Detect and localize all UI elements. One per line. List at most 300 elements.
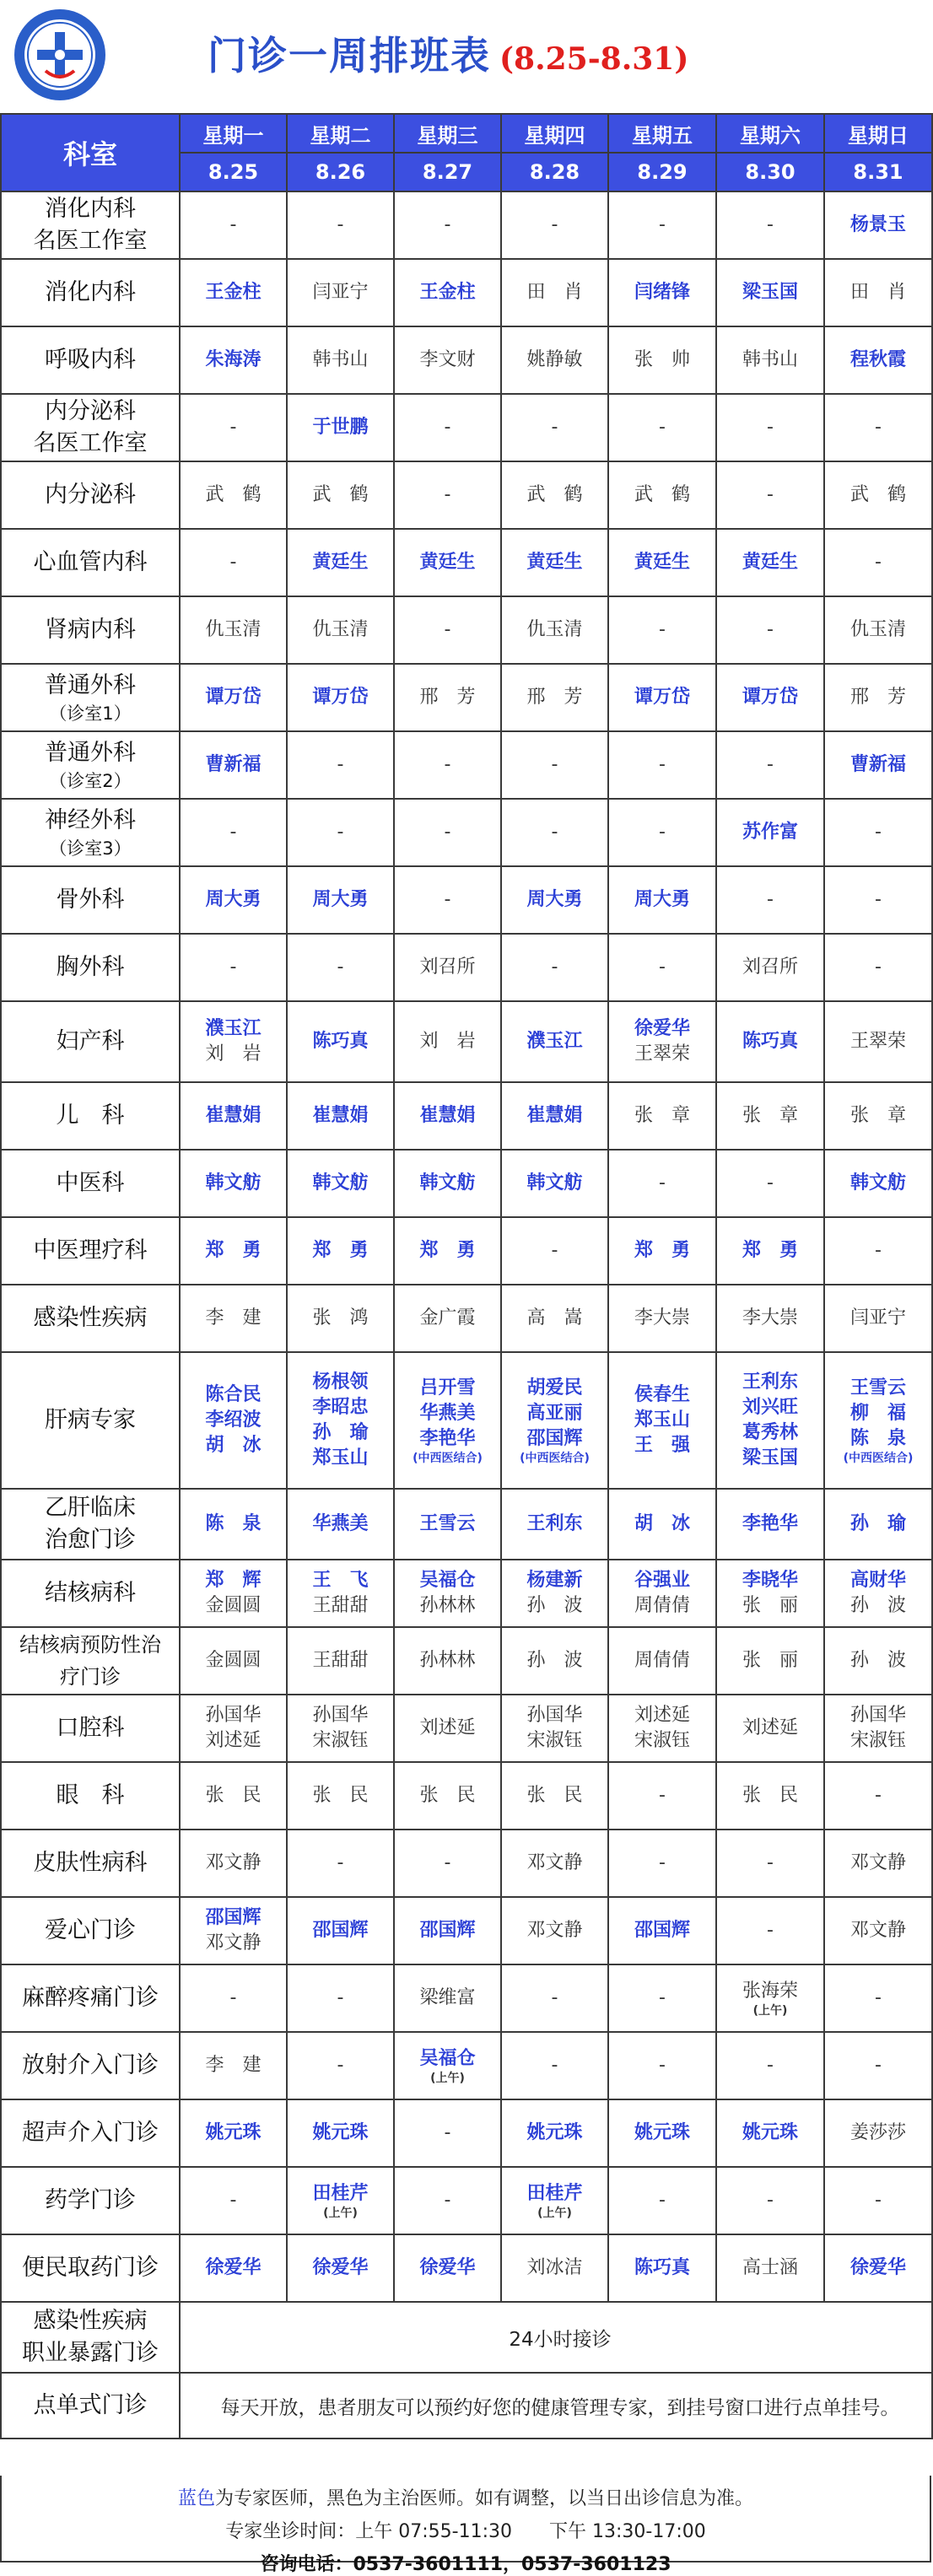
- doctor-cell: [394, 1352, 501, 1489]
- expert-doctor: 高财华: [849, 1570, 906, 1591]
- attending-doctor: 张海荣: [742, 1981, 798, 2002]
- no-clinic-dash: -: [767, 1172, 774, 1194]
- doctor-cell: [608, 1150, 716, 1217]
- no-clinic-dash: -: [337, 754, 344, 775]
- attending-doctor: 孙 波: [849, 1650, 906, 1671]
- department-name-line: 内分泌科: [45, 398, 136, 424]
- expert-doctor: 徐爱华: [419, 2257, 476, 2278]
- doctor-cell: [287, 326, 394, 394]
- department-name-line: 妇产科: [56, 1028, 125, 1054]
- no-clinic-dash: -: [659, 2190, 666, 2211]
- schedule-row: [1, 731, 932, 799]
- doctor-cell: [716, 1830, 824, 1897]
- no-clinic-dash: -: [659, 1852, 666, 1873]
- department-name-line: 普通外科: [45, 740, 136, 766]
- doctor-cell: [501, 596, 608, 664]
- expert-doctor: 崔慧娟: [419, 1105, 476, 1126]
- department-name-line: 口腔科: [56, 1715, 125, 1741]
- expert-doctor: 杨根领: [312, 1372, 369, 1393]
- no-clinic-dash: -: [659, 754, 666, 775]
- doctor-cell: [716, 1695, 824, 1762]
- doctor-cell: [180, 2099, 287, 2167]
- department-name: [1, 1285, 180, 1352]
- attending-doctor: 孙 波: [849, 1595, 906, 1616]
- doctor-cell: [824, 1964, 932, 2032]
- attending-doctor: 张 丽: [742, 1595, 798, 1616]
- expert-doctor: 谭万岱: [634, 687, 690, 708]
- doctor-cell: [501, 2167, 608, 2234]
- schedule-row: [1, 1897, 932, 1964]
- no-clinic-dash: -: [659, 822, 666, 843]
- department-name-line: 胸外科: [56, 954, 125, 980]
- expert-doctor: 崔慧娟: [526, 1105, 583, 1126]
- no-clinic-dash: -: [229, 1987, 237, 2008]
- doctor-cell: [180, 1217, 287, 1285]
- doctor-cell: [824, 529, 932, 596]
- attending-doctor: 宋淑钰: [312, 1730, 369, 1751]
- expert-doctor: 胡爱民: [526, 1377, 583, 1398]
- doctor-cell: [608, 2099, 716, 2167]
- no-clinic-dash: -: [875, 822, 882, 843]
- no-clinic-dash: -: [767, 889, 774, 910]
- no-clinic-dash: -: [875, 1785, 882, 1806]
- attending-doctor: 仇玉清: [526, 619, 583, 640]
- doctor-cell: [501, 1001, 608, 1082]
- attending-doctor: 孙国华: [205, 1705, 262, 1726]
- doctor-cell: [824, 664, 932, 731]
- date-header: 8.26: [287, 153, 394, 191]
- weekday-header: 星期二: [287, 114, 394, 153]
- schedule-row: [1, 1082, 932, 1150]
- expert-doctor: 田桂芹: [526, 2183, 583, 2204]
- weekday-header: 星期三: [394, 114, 501, 153]
- department-name-line: 名医工作室: [33, 430, 148, 456]
- expert-doctor: 李昭忠: [312, 1397, 369, 1418]
- hospital-logo-icon: [12, 7, 108, 103]
- expert-doctor: 邵国辉: [312, 1920, 369, 1941]
- doctor-cell: [824, 1001, 932, 1082]
- no-clinic-dash: -: [659, 619, 666, 640]
- date-header: 8.31: [824, 153, 932, 191]
- doctor-cell: [608, 259, 716, 326]
- doctor-cell: [287, 1627, 394, 1695]
- attending-doctor: 武 鹤: [634, 484, 690, 505]
- doctor-cell: [608, 2234, 716, 2302]
- department-name-line: 骨外科: [56, 887, 125, 913]
- doctor-cell: [180, 259, 287, 326]
- attending-doctor: 宋淑钰: [526, 1730, 583, 1751]
- doctor-cell: [394, 934, 501, 1001]
- no-clinic-dash: -: [551, 417, 558, 438]
- department-name: [1, 799, 180, 866]
- doctor-cell: [608, 529, 716, 596]
- department-name-line: 名医工作室: [33, 228, 148, 254]
- doctor-cell: [824, 1285, 932, 1352]
- doctor-cell: [501, 1560, 608, 1627]
- expert-doctor: 黄廷生: [419, 552, 476, 573]
- doctor-cell: [180, 1964, 287, 2032]
- doctor-cell: [608, 1560, 716, 1627]
- doctor-cell: [287, 259, 394, 326]
- doctor-cell: [394, 731, 501, 799]
- expert-doctor: 谭万岱: [312, 687, 369, 708]
- doctor-cell: [501, 326, 608, 394]
- expert-doctor: 王雪云: [849, 1377, 906, 1398]
- attending-doctor: 张 民: [526, 1785, 583, 1806]
- doctor-cell: [608, 1762, 716, 1830]
- attending-doctor: 武 鹤: [205, 484, 262, 505]
- no-clinic-dash: -: [229, 214, 237, 235]
- expert-doctor: 姚元珠: [312, 2122, 369, 2143]
- doctor-cell: [180, 1150, 287, 1217]
- wide-row-text: 每天开放，患者朋友可以预约好您的健康管理专家，到挂号窗口进行点单挂号。: [180, 2373, 932, 2439]
- doctor-cell: [501, 664, 608, 731]
- attending-doctor: 武 鹤: [849, 484, 906, 505]
- doctor-cell: [716, 1285, 824, 1352]
- attending-doctor: 李 建: [205, 2055, 262, 2076]
- schedule-row: [1, 1217, 932, 1285]
- doctor-cell: [394, 1489, 501, 1560]
- no-clinic-dash: -: [551, 1987, 558, 2008]
- doctor-cell: [501, 1082, 608, 1150]
- doctor-cell: [824, 1695, 932, 1762]
- doctor-cell: [824, 934, 932, 1001]
- attending-doctor: 张 鸿: [312, 1307, 369, 1328]
- doctor-cell: [501, 1217, 608, 1285]
- doctor-cell: [716, 1489, 824, 1560]
- department-name-line: 皮肤性病科: [33, 1850, 148, 1876]
- schedule-row: [1, 1762, 932, 1830]
- attending-doctor: 李大崇: [634, 1307, 690, 1328]
- doctor-cell: [716, 259, 824, 326]
- expert-doctor: 周大勇: [634, 889, 690, 910]
- doctor-cell: [394, 2167, 501, 2234]
- doctor-cell: [824, 1627, 932, 1695]
- expert-doctor: 周大勇: [312, 889, 369, 910]
- department-name-line: 感染性疾病: [33, 2308, 148, 2334]
- department-name: [1, 1217, 180, 1285]
- attending-doctor: 李大崇: [742, 1307, 798, 1328]
- schedule-row: [1, 1964, 932, 2032]
- schedule-row: [1, 1001, 932, 1082]
- no-clinic-dash: -: [444, 822, 451, 843]
- expert-doctor: 王金柱: [419, 282, 476, 303]
- doctor-cell: [501, 1627, 608, 1695]
- doctor-cell: [501, 1489, 608, 1560]
- doctor-cell: [287, 1897, 394, 1964]
- doctor-cell: [824, 1082, 932, 1150]
- department-name: [1, 2032, 180, 2099]
- expert-doctor: 陈 泉: [205, 1513, 262, 1534]
- doctor-cell: [501, 529, 608, 596]
- doctor-cell: [716, 1082, 824, 1150]
- department-name-line: 儿 科: [56, 1102, 125, 1129]
- department-name-line: 肾病内科: [45, 617, 136, 643]
- doctor-cell: [716, 2099, 824, 2167]
- department-name-line: 点单式门诊: [33, 2392, 148, 2418]
- doctor-cell: [394, 1627, 501, 1695]
- doctor-cell: [287, 731, 394, 799]
- department-name: [1, 2302, 180, 2373]
- doctor-cell: [394, 2032, 501, 2099]
- expert-doctor: 闫绪锋: [634, 282, 690, 303]
- no-clinic-dash: -: [337, 822, 344, 843]
- expert-doctor: 谭万岱: [742, 687, 798, 708]
- expert-doctor: 徐爱华: [634, 1018, 690, 1039]
- expert-doctor: 周大勇: [526, 889, 583, 910]
- doctor-cell: [287, 394, 394, 461]
- department-name: [1, 1489, 180, 1560]
- no-clinic-dash: -: [659, 2055, 666, 2076]
- attending-doctor: 邓文静: [526, 1920, 583, 1941]
- doctor-cell: [180, 326, 287, 394]
- doctor-cell: [394, 1897, 501, 1964]
- attending-doctor: 王翠荣: [634, 1043, 690, 1064]
- expert-doctor: 韩文舫: [526, 1172, 583, 1194]
- doctor-cell: [716, 866, 824, 934]
- expert-doctor: 孙 瑜: [849, 1513, 906, 1534]
- no-clinic-dash: -: [551, 822, 558, 843]
- doctor-cell: [501, 394, 608, 461]
- department-name-line: 眼 科: [56, 1782, 125, 1808]
- expert-doctor: 李艳华: [742, 1513, 798, 1534]
- expert-doctor: 郑 勇: [312, 1240, 369, 1261]
- no-clinic-dash: -: [551, 957, 558, 978]
- doctor-cell: [394, 2234, 501, 2302]
- doctor-cell: [394, 529, 501, 596]
- session-note: (上午): [752, 2004, 788, 2018]
- schedule-row: [1, 664, 932, 731]
- doctor-cell: [394, 326, 501, 394]
- expert-doctor: 崔慧娟: [312, 1105, 369, 1126]
- schedule-table: [0, 113, 933, 2439]
- doctor-cell: [716, 1762, 824, 1830]
- clinic-hours: 专家坐诊时间：上午 07:55-11:30 下午 13:30-17:00: [225, 2521, 706, 2542]
- schedule-row: [1, 2167, 932, 2234]
- doctor-cell: [716, 2167, 824, 2234]
- department-name-line: 药学门诊: [45, 2187, 136, 2213]
- no-clinic-dash: -: [875, 1240, 882, 1261]
- legend-note: 蓝色为专家医师，黑色为主治医师。如有调整，以当日出诊信息为准。: [177, 2488, 754, 2509]
- expert-doctor: 黄廷生: [526, 552, 583, 573]
- expert-doctor: 陈 泉: [849, 1428, 906, 1449]
- doctor-cell: [287, 1082, 394, 1150]
- doctor-cell: [608, 934, 716, 1001]
- doctor-cell: [608, 326, 716, 394]
- schedule-row: [1, 394, 932, 461]
- doctor-cell: [287, 1217, 394, 1285]
- schedule-row: [1, 596, 932, 664]
- doctor-cell: [501, 1352, 608, 1489]
- doctor-cell: [608, 1001, 716, 1082]
- department-name: [1, 2373, 180, 2439]
- schedule-row: [1, 1560, 932, 1627]
- expert-doctor: 邵国辉: [205, 1907, 262, 1928]
- schedule-row: [1, 1830, 932, 1897]
- doctor-cell: [180, 866, 287, 934]
- attending-doctor: 田 肖: [526, 282, 583, 303]
- department-name-line: 结核病科: [45, 1580, 136, 1606]
- expert-doctor: 韩文舫: [849, 1172, 906, 1194]
- expert-doctor: 梁玉国: [742, 1447, 798, 1469]
- no-clinic-dash: -: [659, 957, 666, 978]
- doctor-cell: [287, 1762, 394, 1830]
- expert-doctor: 邵国辉: [419, 1920, 476, 1941]
- no-clinic-dash: -: [875, 417, 882, 438]
- department-name-line: 肝病专家: [45, 1407, 136, 1433]
- attending-doctor: 仇玉清: [312, 619, 369, 640]
- expert-doctor: 姚元珠: [742, 2122, 798, 2143]
- doctor-cell: [716, 596, 824, 664]
- no-clinic-dash: -: [444, 214, 451, 235]
- no-clinic-dash: -: [551, 2055, 558, 2076]
- attending-doctor: 刘召所: [419, 957, 476, 978]
- doctor-cell: [716, 1897, 824, 1964]
- no-clinic-dash: -: [444, 417, 451, 438]
- doctor-cell: [824, 1150, 932, 1217]
- department-name-line: （诊室1）: [49, 703, 132, 724]
- doctor-cell: [501, 191, 608, 259]
- attending-doctor: 刘述延: [742, 1717, 798, 1738]
- date-header: 8.28: [501, 153, 608, 191]
- doctor-cell: [501, 2234, 608, 2302]
- no-clinic-dash: -: [444, 2190, 451, 2211]
- department-name: [1, 1830, 180, 1897]
- doctor-cell: [394, 1001, 501, 1082]
- department-name-line: 麻醉疼痛门诊: [22, 1985, 159, 2011]
- doctor-cell: [394, 259, 501, 326]
- attending-doctor: 邢 芳: [526, 687, 583, 708]
- doctor-cell: [824, 2032, 932, 2099]
- expert-doctor: 徐爱华: [205, 2257, 262, 2278]
- attending-doctor: 刘述延: [634, 1705, 690, 1726]
- no-clinic-dash: -: [659, 1172, 666, 1194]
- doctor-cell: [180, 1352, 287, 1489]
- no-clinic-dash: -: [767, 1852, 774, 1873]
- attending-doctor: 田 肖: [849, 282, 906, 303]
- no-clinic-dash: -: [767, 484, 774, 505]
- no-clinic-dash: -: [659, 214, 666, 235]
- doctor-cell: [501, 461, 608, 529]
- no-clinic-dash: -: [229, 957, 237, 978]
- department-name: [1, 1695, 180, 1762]
- attending-doctor: 孙国华: [849, 1705, 906, 1726]
- department-name: [1, 1964, 180, 2032]
- no-clinic-dash: -: [551, 214, 558, 235]
- attending-doctor: 金圆圆: [205, 1650, 262, 1671]
- attending-doctor: 韩书山: [742, 349, 798, 370]
- doctor-cell: [180, 461, 287, 529]
- doctor-cell: [608, 596, 716, 664]
- doctor-cell: [394, 191, 501, 259]
- doctor-cell: [824, 799, 932, 866]
- attending-doctor: 刘 岩: [419, 1031, 476, 1052]
- no-clinic-dash: -: [229, 822, 237, 843]
- doctor-cell: [824, 2167, 932, 2234]
- doctor-cell: [180, 1627, 287, 1695]
- attending-doctor: 孙 波: [526, 1595, 583, 1616]
- expert-doctor: 王雪云: [419, 1513, 476, 1534]
- attending-doctor: 张 民: [205, 1785, 262, 1806]
- doctor-cell: [180, 1695, 287, 1762]
- expert-doctor: 濮玉江: [526, 1031, 583, 1052]
- no-clinic-dash: -: [767, 754, 774, 775]
- doctor-cell: [824, 731, 932, 799]
- expert-doctor: 黄廷生: [634, 552, 690, 573]
- department-name: [1, 1352, 180, 1489]
- doctor-cell: [716, 731, 824, 799]
- expert-doctor: 高亚丽: [526, 1403, 583, 1424]
- doctor-cell: [716, 529, 824, 596]
- expert-doctor: 曹新福: [849, 754, 906, 775]
- doctor-cell: [180, 1285, 287, 1352]
- no-clinic-dash: -: [444, 1852, 451, 1873]
- doctor-cell: [824, 1217, 932, 1285]
- doctor-cell: [824, 259, 932, 326]
- doctor-cell: [716, 394, 824, 461]
- doctor-cell: [608, 1830, 716, 1897]
- doctor-cell: [716, 799, 824, 866]
- attending-doctor: 邢 芳: [419, 687, 476, 708]
- no-clinic-dash: -: [767, 619, 774, 640]
- department-name: [1, 1627, 180, 1695]
- schedule-row: [1, 866, 932, 934]
- doctor-cell: [287, 1352, 394, 1489]
- expert-doctor: 王 飞: [312, 1570, 369, 1591]
- attending-doctor: 刘 岩: [205, 1043, 262, 1064]
- attending-doctor: 周倩倩: [634, 1595, 690, 1616]
- attending-doctor: 宋淑钰: [634, 1730, 690, 1751]
- doctor-cell: [608, 1352, 716, 1489]
- doctor-cell: [287, 664, 394, 731]
- doctor-cell: [180, 934, 287, 1001]
- expert-doctor: 刘兴旺: [742, 1397, 798, 1418]
- expert-doctor: 徐爱华: [312, 2257, 369, 2278]
- no-clinic-dash: -: [444, 889, 451, 910]
- doctor-cell: [716, 2234, 824, 2302]
- no-clinic-dash: -: [337, 1852, 344, 1873]
- department-name-line: 呼吸内科: [45, 347, 136, 373]
- no-clinic-dash: -: [337, 957, 344, 978]
- doctor-cell: [824, 1762, 932, 1830]
- doctor-cell: [180, 1001, 287, 1082]
- expert-doctor: 李艳华: [419, 1428, 476, 1449]
- doctor-cell: [180, 529, 287, 596]
- attending-doctor: 邓文静: [526, 1852, 583, 1873]
- doctor-cell: [824, 866, 932, 934]
- attending-doctor: 邓文静: [849, 1920, 906, 1941]
- expert-doctor: 郑玉山: [312, 1447, 369, 1469]
- doctor-cell: [824, 191, 932, 259]
- no-clinic-dash: -: [875, 2055, 882, 2076]
- doctor-cell: [824, 461, 932, 529]
- expert-doctor: 孙 瑜: [312, 1422, 369, 1443]
- doctor-cell: [716, 1352, 824, 1489]
- date-range: (8.25-8.31): [499, 41, 689, 77]
- doctor-cell: [501, 934, 608, 1001]
- doctor-cell: [180, 191, 287, 259]
- expert-doctor: 吴福仓: [419, 2048, 476, 2069]
- department-name: [1, 2234, 180, 2302]
- expert-doctor: 黄廷生: [742, 552, 798, 573]
- session-note: (上午): [323, 2207, 358, 2220]
- doctor-cell: [824, 1830, 932, 1897]
- department-name-line: 消化内科: [45, 279, 136, 305]
- doctor-cell: [824, 1897, 932, 1964]
- doctor-cell: [608, 394, 716, 461]
- doctor-cell: [394, 799, 501, 866]
- department-name: [1, 191, 180, 259]
